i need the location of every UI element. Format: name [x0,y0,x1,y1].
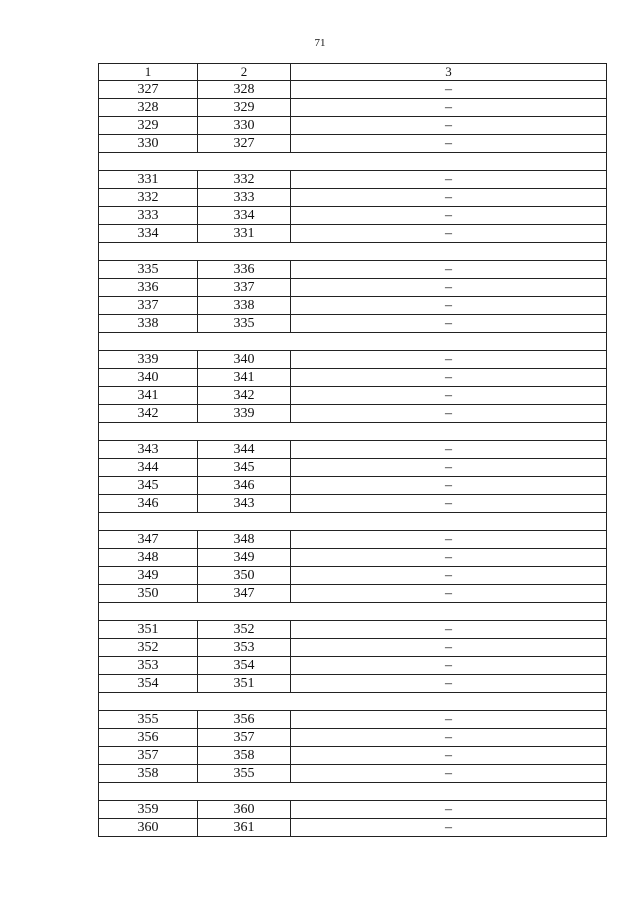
table-row [99,477,607,495]
table-cell-col3: – [291,261,607,279]
separator-cell [99,153,607,171]
table-cell-col1: 342 [99,405,198,423]
table-cell-col2: 345 [198,459,291,477]
table-cell-col2: 336 [198,261,291,279]
table-cell-col3: – [291,207,607,225]
table-cell-col2: 328 [198,81,291,99]
table-cell-col1: 339 [99,351,198,369]
group-separator-row [99,783,607,801]
table-row [99,729,607,747]
table-row [99,189,607,207]
table-cell-col3: – [291,675,607,693]
table-cell-col1: 347 [99,531,198,549]
table-cell-col1: 338 [99,315,198,333]
table-row [99,585,607,603]
table-cell-col1: 328 [99,99,198,117]
table-row [99,135,607,153]
table-cell-col1: 355 [99,711,198,729]
table-cell-col3: – [291,585,607,603]
table-cell-col2: 361 [198,819,291,837]
table-row [99,549,607,567]
table-cell-col3: – [291,297,607,315]
column-header-1: 1 [99,64,198,81]
data-table [98,63,607,837]
table-row [99,261,607,279]
table-row [99,801,607,819]
column-header-2: 2 [198,64,291,81]
table-cell-col2: 348 [198,531,291,549]
table-cell-col1: 346 [99,495,198,513]
table-cell-col2: 358 [198,747,291,765]
table-cell-col2: 352 [198,621,291,639]
table-cell-col3: – [291,621,607,639]
table-cell-col3: – [291,567,607,585]
table-cell-col3: – [291,351,607,369]
table-cell-col1: 327 [99,81,198,99]
table-cell-col1: 331 [99,171,198,189]
table-row [99,351,607,369]
column-header-3: 3 [291,64,607,81]
separator-cell [99,513,607,531]
table-cell-col3: – [291,459,607,477]
table-row [99,459,607,477]
table-row [99,675,607,693]
table-row [99,207,607,225]
table-cell-col3: – [291,747,607,765]
table-cell-col1: 345 [99,477,198,495]
table-cell-col1: 332 [99,189,198,207]
table-cell-col1: 350 [99,585,198,603]
table-cell-col2: 357 [198,729,291,747]
table-cell-col1: 340 [99,369,198,387]
table-cell-col2: 354 [198,657,291,675]
table-row [99,405,607,423]
table-cell-col1: 343 [99,441,198,459]
table-cell-col2: 335 [198,315,291,333]
table-row [99,117,607,135]
table-cell-col3: – [291,117,607,135]
table-cell-col2: 346 [198,477,291,495]
table-cell-col3: – [291,549,607,567]
table-row [99,225,607,243]
table-cell-col2: 353 [198,639,291,657]
table-row [99,441,607,459]
group-separator-row [99,603,607,621]
table-cell-col2: 350 [198,567,291,585]
table-cell-col3: – [291,225,607,243]
table-cell-col1: 344 [99,459,198,477]
separator-cell [99,783,607,801]
table-cell-col1: 330 [99,135,198,153]
table-cell-col1: 348 [99,549,198,567]
table-cell-col1: 349 [99,567,198,585]
separator-cell [99,243,607,261]
separator-cell [99,693,607,711]
group-separator-row [99,243,607,261]
table-cell-col2: 330 [198,117,291,135]
table-row [99,495,607,513]
table-cell-col3: – [291,657,607,675]
table-cell-col3: – [291,765,607,783]
table-cell-col3: – [291,711,607,729]
table-row [99,567,607,585]
table-cell-col1: 335 [99,261,198,279]
table-cell-col3: – [291,819,607,837]
table-cell-col1: 351 [99,621,198,639]
table-cell-col2: 329 [198,99,291,117]
table-cell-col3: – [291,171,607,189]
table-cell-col1: 360 [99,819,198,837]
table-cell-col2: 351 [198,675,291,693]
separator-cell [99,333,607,351]
table-cell-col1: 341 [99,387,198,405]
table-cell-col1: 358 [99,765,198,783]
table-cell-col3: – [291,279,607,297]
table-cell-col2: 342 [198,387,291,405]
table-cell-col3: – [291,405,607,423]
table-cell-col2: 333 [198,189,291,207]
table-cell-col2: 356 [198,711,291,729]
table-cell-col3: – [291,531,607,549]
table-cell-col3: – [291,387,607,405]
table-row [99,387,607,405]
table-cell-col3: – [291,729,607,747]
table-row [99,99,607,117]
table-cell-col3: – [291,639,607,657]
table-row [99,657,607,675]
table-row [99,369,607,387]
table-cell-col2: 344 [198,441,291,459]
table-row [99,297,607,315]
separator-cell [99,423,607,441]
table-cell-col1: 333 [99,207,198,225]
table-cell-col3: – [291,477,607,495]
table-cell-col2: 355 [198,765,291,783]
table-cell-col2: 360 [198,801,291,819]
table-cell-col1: 357 [99,747,198,765]
table-cell-col3: – [291,369,607,387]
separator-cell [99,603,607,621]
table-cell-col2: 349 [198,549,291,567]
table-row [99,621,607,639]
table-cell-col1: 354 [99,675,198,693]
group-separator-row [99,513,607,531]
table-cell-col3: – [291,315,607,333]
table-cell-col1: 334 [99,225,198,243]
table-header-row [99,64,607,81]
table-row [99,819,607,837]
table-cell-col2: 331 [198,225,291,243]
table-cell-col1: 356 [99,729,198,747]
table-cell-col1: 337 [99,297,198,315]
table-cell-col2: 337 [198,279,291,297]
table-cell-col3: – [291,801,607,819]
table-cell-col2: 334 [198,207,291,225]
table-cell-col1: 336 [99,279,198,297]
table-cell-col1: 329 [99,117,198,135]
table-row [99,81,607,99]
table-cell-col3: – [291,441,607,459]
table-cell-col2: 332 [198,171,291,189]
table-cell-col1: 353 [99,657,198,675]
table-cell-col3: – [291,81,607,99]
table-cell-col2: 343 [198,495,291,513]
table-cell-col3: – [291,99,607,117]
table-row [99,315,607,333]
table-cell-col2: 339 [198,405,291,423]
table-row [99,279,607,297]
table-cell-col2: 338 [198,297,291,315]
table-cell-col2: 340 [198,351,291,369]
group-separator-row [99,333,607,351]
table-cell-col2: 327 [198,135,291,153]
table-row [99,765,607,783]
group-separator-row [99,153,607,171]
table-cell-col1: 352 [99,639,198,657]
table-cell-col2: 341 [198,369,291,387]
group-separator-row [99,693,607,711]
table-body [99,64,607,837]
table-cell-col3: – [291,135,607,153]
table-row [99,747,607,765]
table-row [99,639,607,657]
table-row [99,171,607,189]
page-number: 71 [314,37,326,49]
table-cell-col1: 359 [99,801,198,819]
table-cell-col2: 347 [198,585,291,603]
table-row [99,531,607,549]
table-cell-col3: – [291,189,607,207]
table-cell-col3: – [291,495,607,513]
group-separator-row [99,423,607,441]
table-row [99,711,607,729]
